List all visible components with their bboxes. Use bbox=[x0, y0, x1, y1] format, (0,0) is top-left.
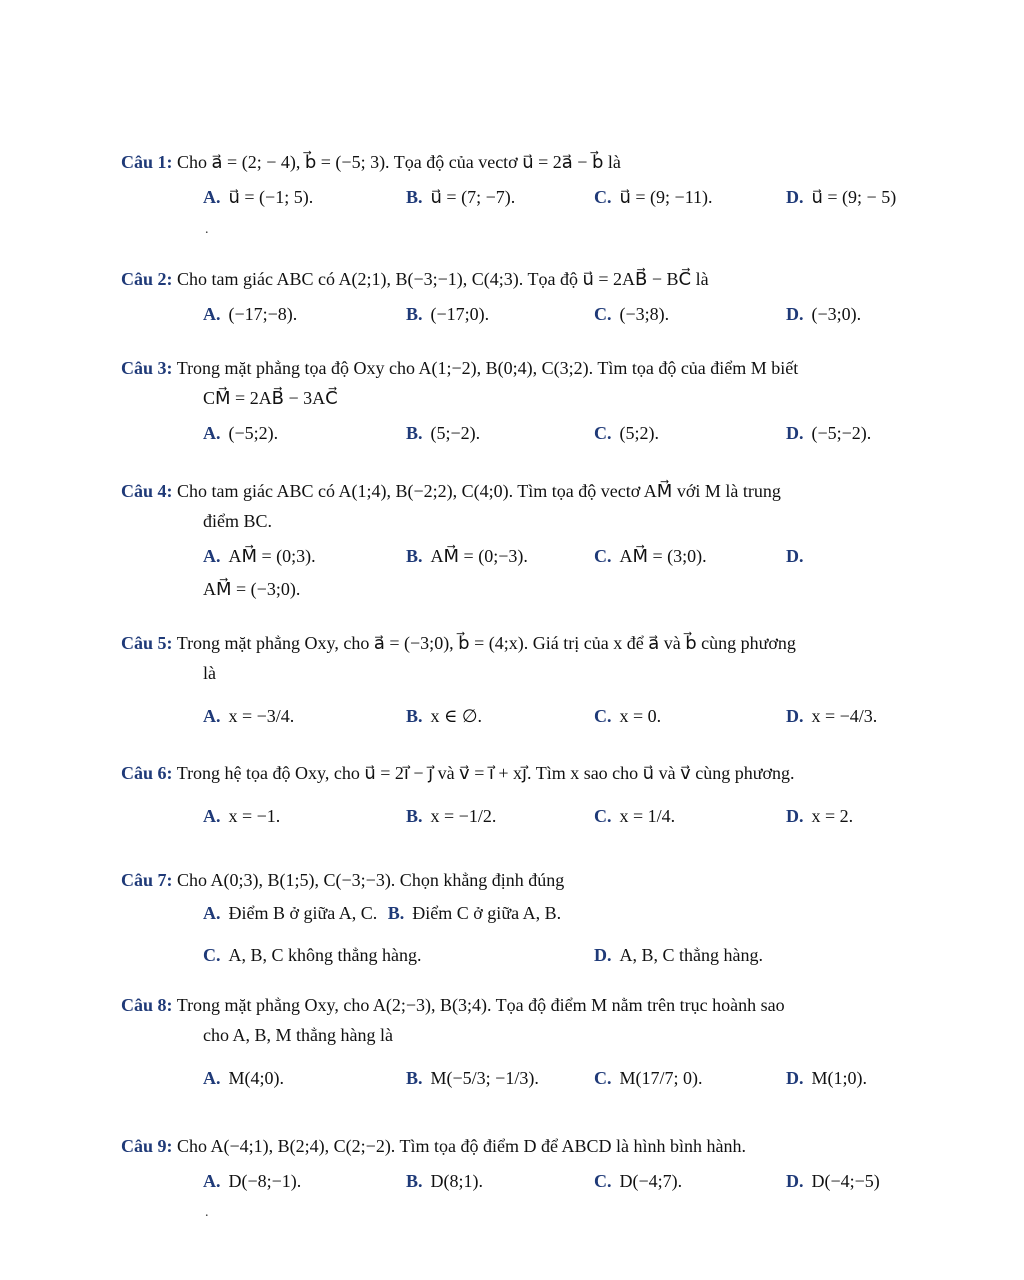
option-text: x = 2. bbox=[811, 806, 854, 826]
question-text: Trong mặt phẳng Oxy, cho A(2;−3), B(3;4). Tọa độ điểm M nằm trên trục hoành sao bbox=[176, 995, 785, 1015]
stray-mark: . bbox=[205, 222, 209, 237]
options-row bbox=[121, 1052, 911, 1104]
question-text: Cho A(−4;1), B(2;4), C(2;−2). Tìm tọa độ điểm D để ABCD là hình bình hành. bbox=[177, 1136, 746, 1156]
options-row bbox=[121, 415, 911, 451]
option-d[interactable] bbox=[786, 1163, 880, 1199]
option-letter: B. bbox=[406, 1068, 423, 1088]
option-text: (−3;0). bbox=[811, 304, 862, 324]
option-c[interactable] bbox=[203, 937, 422, 973]
option-c[interactable] bbox=[594, 1163, 682, 1199]
option-b[interactable] bbox=[406, 296, 489, 332]
option-text: u⃗ = (9; − 5) bbox=[811, 187, 897, 207]
question-text: Cho tam giác ABC có A(2;1), B(−3;−1), C(4;3). Tọa độ u⃗ = 2AB⃗ − BC⃗ là bbox=[177, 269, 709, 289]
option-text: x = 1/4. bbox=[619, 806, 676, 826]
option-letter: D. bbox=[786, 706, 804, 726]
option-b[interactable] bbox=[406, 415, 480, 451]
option-letter: C. bbox=[594, 304, 612, 324]
option-a[interactable] bbox=[203, 790, 280, 842]
question-9 bbox=[121, 1131, 911, 1199]
question-label: Câu 1: bbox=[121, 152, 173, 172]
option-letter: C. bbox=[594, 546, 612, 566]
option-b[interactable] bbox=[406, 538, 528, 574]
question-label: Câu 8: bbox=[121, 995, 173, 1015]
question-6-stem bbox=[121, 758, 911, 788]
options-row bbox=[121, 538, 911, 574]
option-text: D(8;1). bbox=[430, 1171, 484, 1191]
option-b[interactable] bbox=[406, 1052, 539, 1104]
option-a[interactable] bbox=[203, 415, 278, 451]
option-letter: A. bbox=[203, 423, 221, 443]
option-text: (−5;−2). bbox=[811, 423, 872, 443]
option-letter: B. bbox=[406, 806, 423, 826]
option-text: (5;2). bbox=[619, 423, 659, 443]
question-4-stem bbox=[121, 476, 911, 506]
option-d[interactable] bbox=[786, 415, 871, 451]
option-letter: C. bbox=[594, 1171, 612, 1191]
question-label: Câu 7: bbox=[121, 870, 173, 890]
option-d[interactable] bbox=[786, 296, 861, 332]
option-letter: B. bbox=[406, 423, 423, 443]
question-label: Câu 2: bbox=[121, 269, 173, 289]
question-text: Cho a⃗ = (2; − 4), b⃗ = (−5; 3). Tọa độ của vectơ u⃗ = 2a⃗ − b⃗ là bbox=[177, 152, 621, 172]
question-label: Câu 6: bbox=[121, 763, 173, 783]
option-letter: D. bbox=[786, 187, 804, 207]
option-letter: C. bbox=[594, 806, 612, 826]
option-letter: A. bbox=[203, 304, 221, 324]
option-c[interactable] bbox=[594, 690, 661, 742]
option-text: u⃗ = (−1; 5). bbox=[228, 187, 314, 207]
option-text: u⃗ = (9; −11). bbox=[619, 187, 713, 207]
option-letter: A. bbox=[203, 706, 221, 726]
options-row bbox=[121, 296, 911, 332]
option-b[interactable] bbox=[406, 790, 496, 842]
question-8 bbox=[121, 990, 911, 1104]
option-letter: B. bbox=[406, 187, 423, 207]
option-text: x = −1. bbox=[228, 806, 281, 826]
options-row bbox=[121, 1163, 911, 1199]
option-a[interactable] bbox=[203, 690, 294, 742]
option-a[interactable] bbox=[203, 895, 561, 931]
option-a[interactable] bbox=[203, 1163, 301, 1199]
option-letter: C. bbox=[594, 423, 612, 443]
option-letter: C. bbox=[203, 945, 221, 965]
option-text: AM⃗ = (3;0). bbox=[619, 546, 707, 566]
option-d[interactable] bbox=[786, 1052, 867, 1104]
option-d[interactable] bbox=[594, 937, 763, 973]
option-d[interactable] bbox=[786, 690, 877, 742]
question-2 bbox=[121, 264, 911, 332]
option-letter: B. bbox=[406, 546, 423, 566]
question-3 bbox=[121, 353, 911, 451]
question-continuation: là bbox=[203, 663, 216, 683]
option-a[interactable] bbox=[203, 1052, 284, 1104]
option-letter: D. bbox=[786, 1068, 804, 1088]
option-a[interactable] bbox=[203, 179, 313, 215]
option-text: AM⃗ = (0;3). bbox=[228, 546, 316, 566]
question-5 bbox=[121, 628, 911, 742]
options-row-2 bbox=[121, 937, 911, 973]
option-b-letter[interactable]: B. bbox=[387, 903, 405, 923]
question-continuation: CM⃗ = 2AB⃗ − 3AC⃗ bbox=[203, 388, 338, 408]
question-9-stem bbox=[121, 1131, 911, 1161]
option-c[interactable] bbox=[594, 296, 669, 332]
question-1-stem bbox=[121, 147, 911, 177]
option-text: M(1;0). bbox=[811, 1068, 867, 1088]
option-letter: C. bbox=[594, 187, 612, 207]
question-text: Trong mặt phẳng Oxy, cho a⃗ = (−3;0), b⃗ = (4;x). Giá trị của x để a⃗ và b⃗ cùng phương bbox=[176, 633, 796, 653]
stray-mark: . bbox=[205, 1205, 209, 1220]
question-7-stem bbox=[121, 865, 911, 895]
question-continuation: cho A, B, M thẳng hàng là bbox=[203, 1025, 393, 1045]
question-text: Cho tam giác ABC có A(1;4), B(−2;2), C(4;0). Tìm tọa độ vectơ AM⃗ với M là trung bbox=[177, 481, 781, 501]
option-letter: A. bbox=[203, 806, 221, 826]
option-text: (−17;−8). bbox=[228, 304, 298, 324]
question-1 bbox=[121, 147, 911, 215]
question-5-stem bbox=[121, 628, 911, 658]
option-letter: A. bbox=[203, 187, 221, 207]
option-text: D(−8;−1). bbox=[228, 1171, 302, 1191]
question-8-stem bbox=[121, 990, 911, 1020]
question-2-stem bbox=[121, 264, 911, 294]
option-letter: A. bbox=[203, 903, 221, 923]
option-letter: C. bbox=[594, 706, 612, 726]
option-letter: A. bbox=[203, 1068, 221, 1088]
option-d[interactable] bbox=[786, 538, 812, 574]
options-row-1 bbox=[121, 895, 911, 931]
question-continuation: điểm BC. bbox=[203, 511, 273, 531]
option-b-text[interactable]: Điểm C ở giữa A, B. bbox=[412, 903, 562, 923]
option-text: M(−5/3; −1/3). bbox=[430, 1068, 539, 1088]
option-text: u⃗ = (7; −7). bbox=[430, 187, 516, 207]
option-text: M(17/7; 0). bbox=[619, 1068, 703, 1088]
question-text: Trong mặt phẳng tọa độ Oxy cho A(1;−2), B(0;4), C(3;2). Tìm tọa độ của điểm M biết bbox=[176, 358, 799, 378]
option-text: A, B, C không thẳng hàng. bbox=[228, 945, 422, 965]
option-text: D(−4;7). bbox=[619, 1171, 683, 1191]
option-text: Điểm B ở giữa A, C. bbox=[228, 903, 378, 923]
option-text: (−5;2). bbox=[228, 423, 279, 443]
option-b[interactable] bbox=[406, 690, 482, 742]
option-c[interactable] bbox=[594, 790, 675, 842]
option-d[interactable] bbox=[786, 790, 853, 842]
option-a[interactable] bbox=[203, 296, 297, 332]
option-c[interactable] bbox=[594, 1052, 703, 1104]
option-a[interactable] bbox=[203, 538, 316, 574]
options-row bbox=[121, 690, 911, 742]
option-text: AM⃗ = (0;−3). bbox=[430, 546, 528, 566]
option-d-continuation: AM⃗ = (−3;0). bbox=[203, 579, 301, 599]
question-text: Trong hệ tọa độ Oxy, cho u⃗ = 2i⃗ − j⃗ và v⃗ = i⃗ + xj⃗. Tìm x sao cho u⃗ và v⃗ cùng phương. bbox=[176, 763, 795, 783]
question-6 bbox=[121, 758, 911, 842]
option-letter: D. bbox=[786, 546, 804, 566]
option-letter: B. bbox=[406, 304, 423, 324]
option-c[interactable] bbox=[594, 538, 707, 574]
option-text: x = −4/3. bbox=[811, 706, 878, 726]
option-text: (−3;8). bbox=[619, 304, 670, 324]
option-text: x = 0. bbox=[619, 706, 662, 726]
option-text: A, B, C thẳng hàng. bbox=[619, 945, 763, 965]
option-letter: D. bbox=[594, 945, 612, 965]
option-letter: D. bbox=[786, 304, 804, 324]
option-text: x = −1/2. bbox=[430, 806, 497, 826]
option-text: M(4;0). bbox=[228, 1068, 284, 1088]
option-text: x ∈ ∅. bbox=[430, 706, 483, 726]
option-text: (5;−2). bbox=[430, 423, 481, 443]
question-3-stem bbox=[121, 353, 911, 383]
option-letter: A. bbox=[203, 1171, 221, 1191]
option-letter: A. bbox=[203, 546, 221, 566]
question-label: Câu 3: bbox=[121, 358, 173, 378]
option-b[interactable] bbox=[406, 1163, 483, 1199]
option-letter: C. bbox=[594, 1068, 612, 1088]
options-row bbox=[121, 790, 911, 842]
question-text: Cho A(0;3), B(1;5), C(−3;−3). Chọn khẳng định đúng bbox=[177, 870, 565, 890]
option-c[interactable] bbox=[594, 415, 659, 451]
question-7 bbox=[121, 865, 911, 973]
option-letter: D. bbox=[786, 1171, 804, 1191]
question-label: Câu 9: bbox=[121, 1136, 173, 1156]
option-b[interactable] bbox=[406, 179, 515, 215]
option-letter: B. bbox=[406, 1171, 423, 1191]
option-text: x = −3/4. bbox=[228, 706, 295, 726]
option-text: D(−4;−5) bbox=[811, 1171, 880, 1191]
option-c[interactable] bbox=[594, 179, 713, 215]
option-text: (−17;0). bbox=[430, 304, 490, 324]
question-label: Câu 5: bbox=[121, 633, 173, 653]
question-label: Câu 4: bbox=[121, 481, 173, 501]
option-d[interactable] bbox=[786, 179, 896, 215]
question-4 bbox=[121, 476, 911, 604]
option-letter: D. bbox=[786, 806, 804, 826]
options-row bbox=[121, 179, 911, 215]
option-letter: D. bbox=[786, 423, 804, 443]
option-letter: B. bbox=[406, 706, 423, 726]
